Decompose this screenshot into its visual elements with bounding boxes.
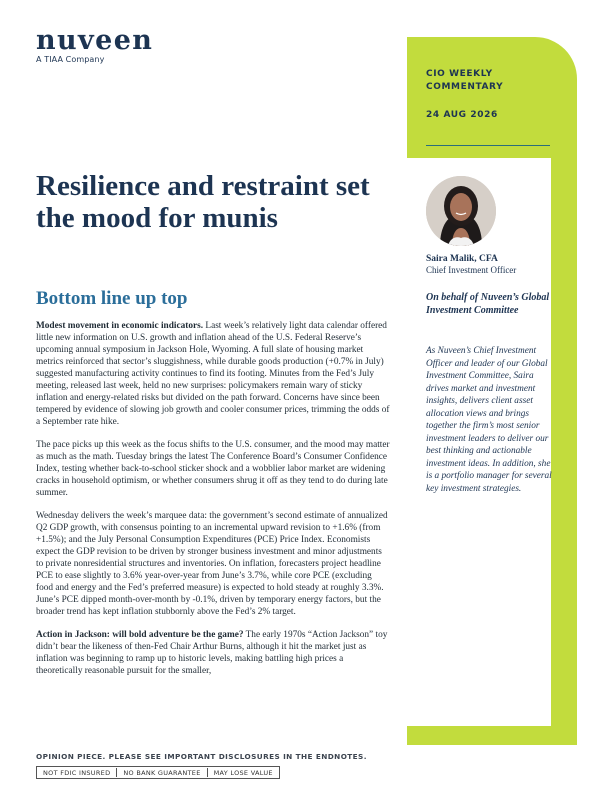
article-title: Resilience and restraint set the mood for munis — [36, 170, 370, 234]
author-name: Saira Malik, CFA — [426, 254, 498, 264]
paragraph-4-text: The early 1970s “Action Jackson” toy didn’t bear the likeness of then-Fed Chair Arthur Burns, although it hit the market just as inflation was beginning to ramp up to historic levels, making battling high prices a theoretically reasonable pursuit for the smaller, — [36, 630, 388, 676]
disclaimer-guarantee: NO BANK GUARANTEE — [123, 768, 201, 777]
disclaimer-value: MAY LOSE VALUE — [213, 768, 273, 777]
disclaimer-box — [36, 766, 280, 779]
author-bio: As Nuveen’s Chief Investment Officer and leader of our Global Investment Committee, Saira drives market and investment insights, delivers client asset allocation views and brings together the firm’s most senior investment leaders to deliver our best thinking and actionable investment ideas. In addition, she is a portfolio manager for several key investment strategies. — [426, 346, 552, 494]
series-label: CIO WEEKLY COMMENTARY — [426, 69, 504, 92]
article-body — [36, 320, 391, 688]
paragraph-1-lead: Modest movement in economic indicators. — [36, 321, 204, 331]
author-title: Chief Investment Officer — [426, 265, 517, 275]
committee-note: On behalf of Nuveen’s Global Investment Committee — [426, 292, 550, 316]
author-portrait-image — [426, 176, 496, 246]
section-heading: Bottom line up top — [36, 288, 188, 309]
disclaimer-fdic: NOT FDIC INSURED — [43, 768, 111, 777]
publish-date: 24 AUG 2026 — [426, 110, 498, 120]
paragraph-2: The pace picks up this week as the focus shifts to the U.S. consumer, and the mood may matter as much as the math. Tuesday brings the latest The Conference Board’s Consumer Confidence Index, testing whether back-to-school sticker shock and a wobblier labor market are widening cracks in household optimism, or whether consumers shrug it off as they tend to do during late summer. — [36, 440, 390, 498]
brand-wordmark: nuveen — [36, 25, 154, 56]
author-photo — [426, 176, 496, 246]
brand-tagline: A TIAA Company — [36, 55, 105, 64]
paragraph-1-text: Last week’s relatively light data calendar offered little new information on U.S. growth and inflation ahead of the U.S. Federal Reserve’s upcoming annual symposium in Jackson Hole, Wyoming. A full slate of housing market metrics reinforced that sector’s sluggishness, while durable goods production (+0.7% in July) suggested manufacturing activity continues to find its footing. Minutes from the Fed’s July meeting, released last week, held no new surprises: policymakers remain wary of sticky inflation and energy-related risks but divided on the path forward. Concerns have since been tempered by evidence of slowing job growth and cooler consumer prices, trimming the odds of a September rate hike. — [36, 321, 390, 427]
paragraph-4 — [36, 629, 391, 677]
opinion-notice: OPINION PIECE. PLEASE SEE IMPORTANT DISCLOSURES IN THE ENDNOTES. — [36, 752, 367, 761]
paragraph-3: Wednesday delivers the week’s marquee data: the government’s second estimate of annualized Q2 GDP growth, with consensus pointing to an incremental upward revision to +1.6% (from +1.5%); and the July Personal Consumption Expenditures (PCE) Price Index. Economists expect the GDP revision to be driven by stronger business investment and minor adjustments to private nonresidential structures and inventories. On inflation, forecasters project headline PCE to ease slightly to 3.6% year-over-year from June’s 3.7%, while core PCE (excluding food and energy and the Fed’s preferred measure) is expected to hold steady at roughly 3.3%. June’s PCE dipped month-over-month by -0.1%, driven by temporary energy factors, but the broader trend has kept inflation stubbornly above the Fed’s 2% target. — [36, 511, 388, 617]
paragraph-1 — [36, 320, 391, 428]
sidebar-divider — [426, 145, 550, 146]
brand-logo — [36, 27, 153, 64]
paragraph-4-lead: Action in Jackson: will bold adventure be the game? — [36, 630, 244, 640]
